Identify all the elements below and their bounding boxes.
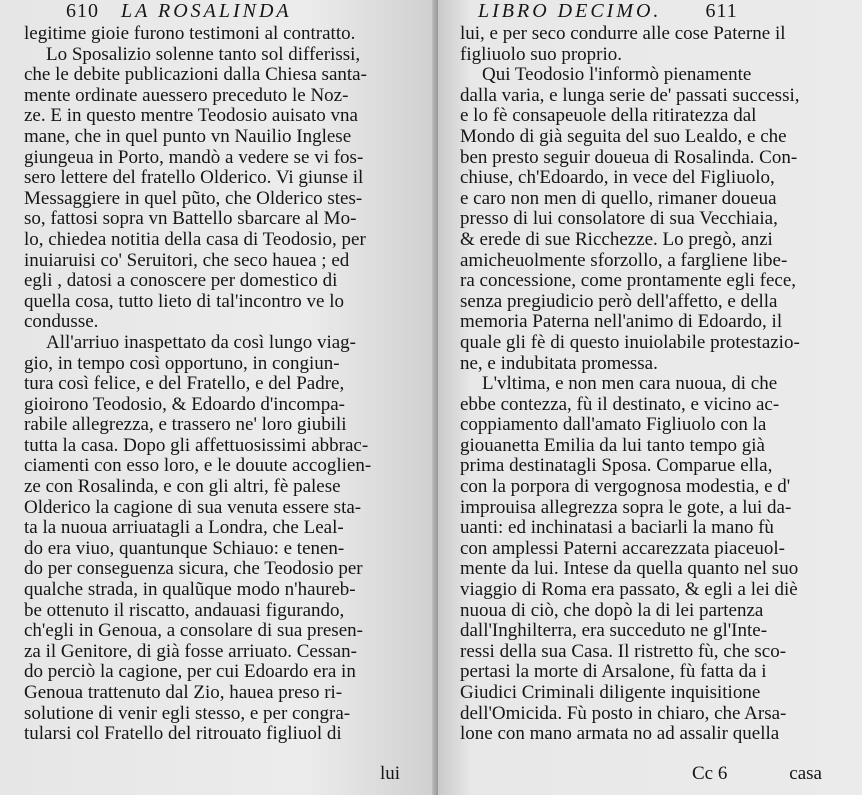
text-line: L'vltima, e non men cara nuoua, di che [482,374,778,395]
text-line: ze. E in questo mentre Teodosio auisato vna [24,106,358,127]
text-line: dalla varia, e lunga serie de' passati successi, [460,85,800,106]
text-line: Lo Sposalizio solenne tanto sol differissi, [46,44,361,65]
text-line: viaggio di Roma era passato, & egli a lei diè [460,580,798,601]
text-line: egli , datosi a conoscere per domestico di [24,271,338,292]
text-line: ze con Rosalinda, e con gli altri, fè palese [24,477,341,498]
right-catchword: casa [789,763,822,784]
text-line: e caro non men di quello, rimaner doueua [460,188,777,209]
text-line: do perciò la cagione, per cui Edoardo era in [24,662,356,683]
right-page-text [460,24,844,745]
text-line: ciamenti con esso loro, e le douute accoglien- [24,456,372,477]
text-line: coppiamento dall'amato Figliuolo con la [460,415,767,436]
text-line: pertasi la morte di Arsalone, fù fatta da i [460,662,767,683]
text-line: nuoua di ciò, che dopò la di lei partenza [460,600,764,621]
text-line: dall'Inghilterra, era succeduto ne gl'Inte- [460,621,768,642]
text-line: Giudici Criminali diligente inquisitione [460,683,761,703]
text-line: tularsi col Fratello del ritrouato figliuol di [24,724,342,745]
text-line: qualche strada, in qualũque modo n'haureb- [24,580,356,601]
text-line: con la porpora di vergognosa modestia, e d' [460,477,791,498]
left-page-header [66,0,292,24]
text-line: uanti: ed inchinatasi a baciarli la mano fù [460,518,774,539]
text-line: e lo fè consapeuole della ritiratezza dal [460,106,757,127]
text-line: prima destinatagli Sposa. Comparue ella, [460,456,773,477]
text-line: gioirono Teodosio, & Edoardo d'incompa- [24,394,345,415]
text-line: senza pregiudicio però dell'affetto, e della [460,291,778,312]
text-line: tutta la casa. Dopo gli affettuosissimi abbrac- [24,435,369,456]
text-line: mente ordinate auessero preceduto le Noz- [24,85,349,106]
text-line: & erede di sue Ricchezze. Lo pregò, anzi [460,229,773,250]
text-line: ressi della sua Casa. Il ristretto fù, che sco- [460,641,787,662]
text-line: ra concessione, come prontamente egli fece, [460,271,797,292]
signature-mark: Cc 6 [692,763,728,784]
text-line: do era viuo, quantunque Schiauo: e tenen- [24,538,345,559]
left-page-number: 610 [66,0,99,22]
text-line: memoria Paterna nell'animo di Edoardo, il [460,312,783,333]
text-line: lo, chiedea notitia della casa di Teodosio, per [24,229,366,250]
text-line: con amplessi Paterni accarezzata piaceuol- [460,538,785,559]
right-page-number: 611 [705,0,738,22]
text-line: be ottenuto il riscatto, andauasi figurando, [24,600,345,621]
text-line: All'arriuo inaspettato da così lungo viag- [46,332,356,353]
text-line: lui, e per seco condurre alle cose Paterne il [460,24,786,44]
text-line: lone con mano armata no ad assalir quella [460,724,780,745]
text-line: Mondo di già seguita del suo Lealdo, e che [460,126,787,147]
right-page-header [478,0,738,24]
left-catchword: lui [379,763,400,784]
text-line: sero lettere del fratello Olderico. Vi giunse il [24,168,364,189]
text-line: tura così felice, e del Fratello, e del Padre, [24,374,345,395]
text-line: Messaggiere in quel pũto, che Olderico stes- [24,188,363,209]
text-line: so, fattosi sopra vn Battello sbarcare al Mo- [24,209,357,230]
text-line: rabile allegrezza, e trassero ne' loro giubili [24,415,347,436]
text-line: solutione di venir egli stesso, e per congra- [24,703,351,724]
right-running-title: LIBRO DECIMO. [478,0,662,22]
text-line: ta la nuoua arriuatagli a Londra, che Leal- [24,518,344,539]
text-line: che le debite publicazioni dalla Chiesa santa- [24,65,367,86]
text-line: ben presto seguir doueua di Rosalinda. Con- [460,147,798,168]
text-line: presso di lui consolatore di sua Vecchiaia, [460,209,778,230]
text-line: quella cosa, tutto lieto di tal'incontro ve lo [24,291,345,312]
text-line: condusse. [24,312,99,333]
text-line: do per conseguenza sicura, che Teodosio per [24,559,363,580]
text-line: giouanetta Emilia da lui tanto tempo già [460,435,765,456]
left-page-text [24,24,426,745]
text-line: giungeua in Porto, mandò a vedere se vi fos- [24,147,364,168]
text-line: gio, in tempo così opportuno, in congiun- [24,353,340,374]
text-line: quale gli fè di questo inuiolabile protestazio- [460,332,800,353]
text-line: Olderico la cagione di sua venuta essere sta- [24,497,362,518]
text-line: ne, e indubitata promessa. [460,353,658,374]
text-line: ch'egli in Genoua, a consolare di sua presen- [24,621,363,642]
text-line: ebbe contezza, fù il destinato, e vicino ac- [460,394,780,415]
text-line: chiuse, ch'Edoardo, in vece del Figliuolo, [460,168,775,189]
text-line: inuiaruisi co' Seruitori, che seco hauea ; ed [24,250,350,271]
text-line: mane, che in quel punto vn Nauilio Inglese [24,126,352,147]
right-page [438,0,862,795]
text-line: za il Genitore, di già fosse arriuato. Cessan- [24,641,357,662]
left-running-title: LA ROSALINDA [121,0,292,22]
text-line: figliuolo suo proprio. [460,44,623,65]
text-line: Qui Teodosio l'informò pienamente [482,65,752,86]
text-line: mente da lui. Intese da quella quanto nel suo [460,559,799,580]
text-line: Genoua trattenuto dal Zio, hauea preso ri- [24,683,343,703]
text-line: amicheuolmente sforzollo, a fargliene libe- [460,250,788,271]
text-line: legitime gioie furono testimoni al contratto. [24,24,356,44]
text-line: improuisa allegrezza sopra le gote, a lui da- [460,497,792,518]
text-line: dell'Omicida. Fù posto in chiaro, che Arsa- [460,703,787,724]
